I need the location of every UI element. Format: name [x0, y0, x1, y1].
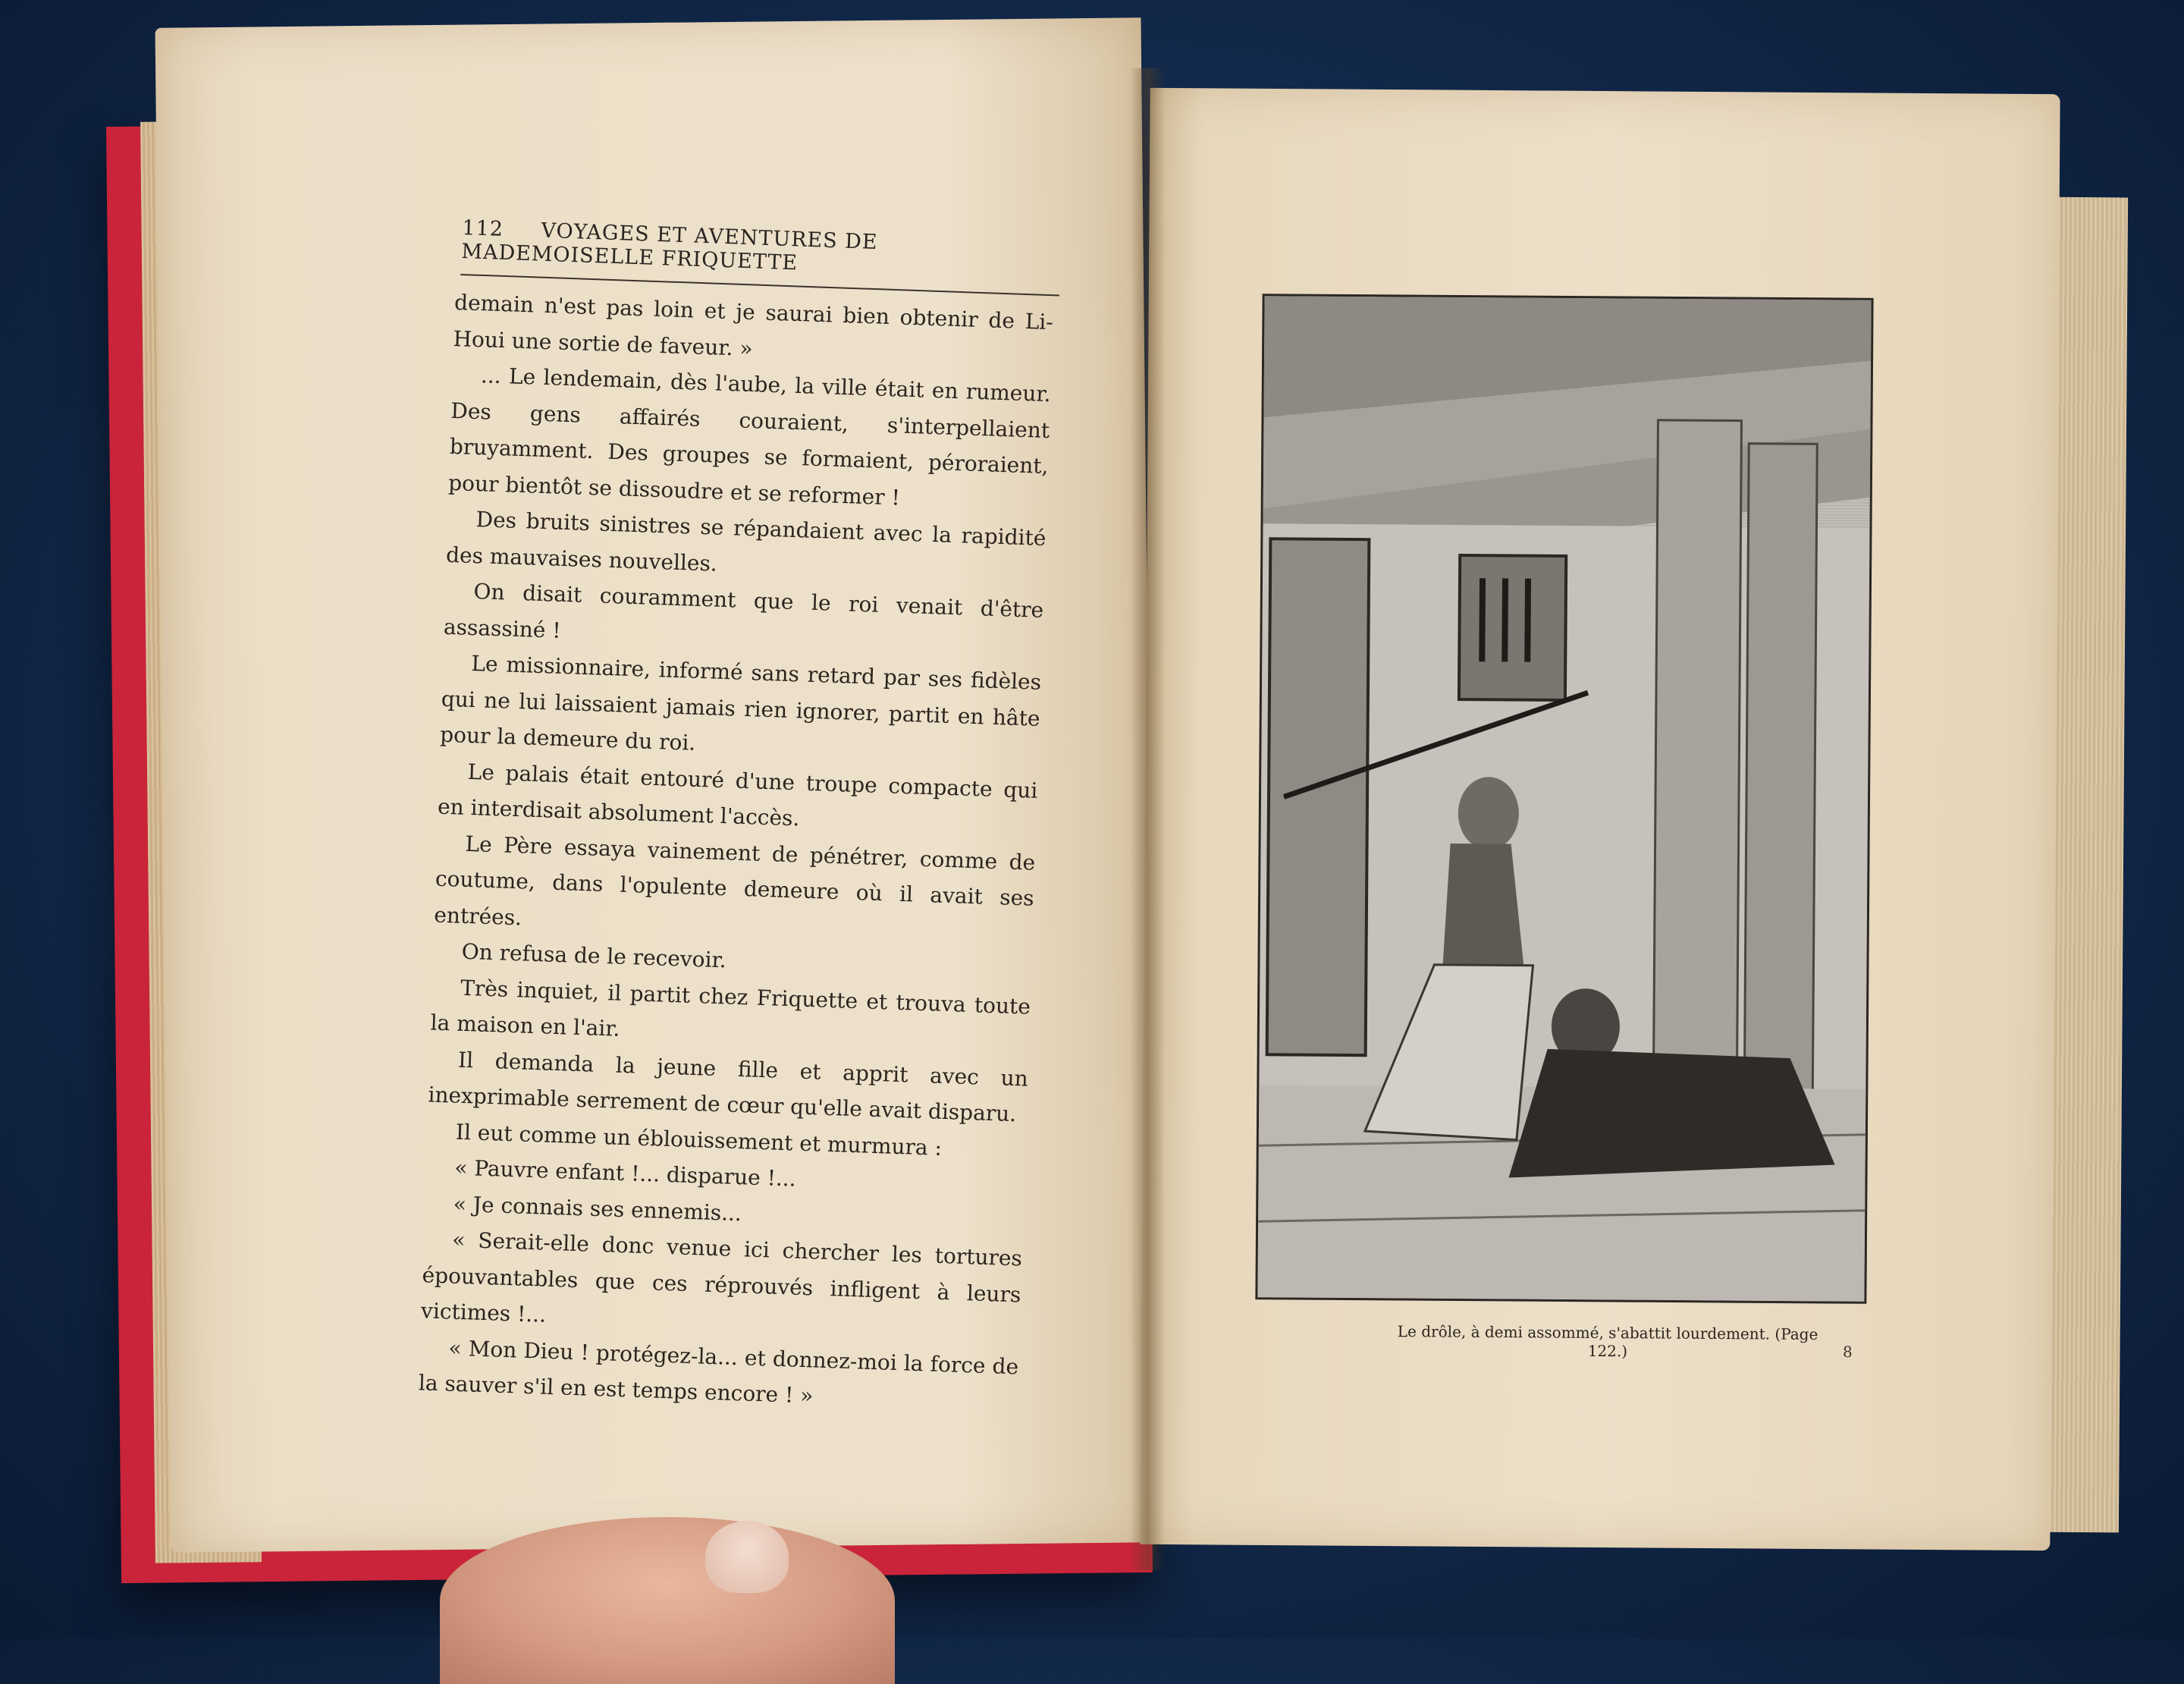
paragraph: Il eut comme un éblouissement et murmura : [455, 1119, 943, 1161]
thumb-nail [705, 1521, 789, 1593]
left-page-text [418, 284, 1053, 1421]
book-gutter [1130, 68, 1165, 1570]
signature-number: 8 [1843, 1343, 1853, 1361]
paragraph: Il demanda la jeune fille et apprit avec un inexprimable serrement de cœur qu'elle avait disparu. [428, 1047, 1029, 1127]
paragraph: On disait couramment que le roi venait d'être assassiné ! [443, 579, 1044, 643]
paragraph: Le palais était entouré d'une troupe compacte qui en interdisait absolument l'accès. [437, 759, 1038, 831]
paragraph: On refusa de le recevoir. [461, 938, 727, 973]
paragraph: ... Le lendemain, dès l'aube, la ville était en rumeur. Des gens affairés couraient, s'interpellaient bruyamment. Des groupes se formaient, péroraient, pour bientôt se dissoudre et se reformer ! [447, 363, 1052, 511]
window-bar [1527, 579, 1528, 662]
paragraph: « Pauvre enfant !... disparue !... [453, 1155, 797, 1192]
paragraph: Très inquiet, il partit chez Friquette et trouva toute la maison en l'air. [430, 975, 1031, 1042]
man-body [1509, 1049, 1836, 1180]
window-bar [1482, 578, 1483, 661]
figure-caption: Le drôle, à demi assommé, s'abattit lourdement. (Page 122.) [1397, 1322, 1818, 1361]
paragraph: Le missionnaire, informé sans retard par ses fidèles qui ne lui laissaient jamais rien ignorer, partit en hâte pour la demeure du roi. [439, 650, 1042, 756]
paragraph: Des bruits sinistres se répandaient avec la rapidité des mauvaises nouvelles. [445, 507, 1046, 577]
hand [440, 1517, 895, 1684]
pillar [1744, 444, 1817, 1104]
barred-window [1459, 555, 1566, 700]
woman-head [1458, 777, 1520, 850]
pillar [1653, 420, 1741, 1104]
page-number: 112 [461, 216, 504, 241]
paragraph: « Je connais ses ennemis... [453, 1191, 742, 1226]
cell-door [1267, 539, 1370, 1055]
paragraph: « Mon Dieu ! protégez-la... et donnez-moi la force de la sauver s'il en est temps encore ! » [418, 1334, 1019, 1409]
engraving-illustration [1255, 294, 1873, 1304]
paragraph: demain n'est pas loin et je saurai bien obtenir de Li-Houi une sortie de faveur. » [453, 289, 1054, 361]
paragraph: « Serait-elle donc venue ici chercher les tortures épouvantables que ces réprouvés infligent à leurs victimes !... [420, 1227, 1023, 1327]
paragraph: Le Père essaya vainement de pénétrer, comme de coutume, dans l'opulente demeure où il avait ses entrées. [433, 831, 1036, 930]
engraving-drawing [1257, 296, 1871, 1302]
running-head-title: VOYAGES ET AVENTURES DE MADEMOISELLE FRIQUETTE [460, 218, 879, 275]
